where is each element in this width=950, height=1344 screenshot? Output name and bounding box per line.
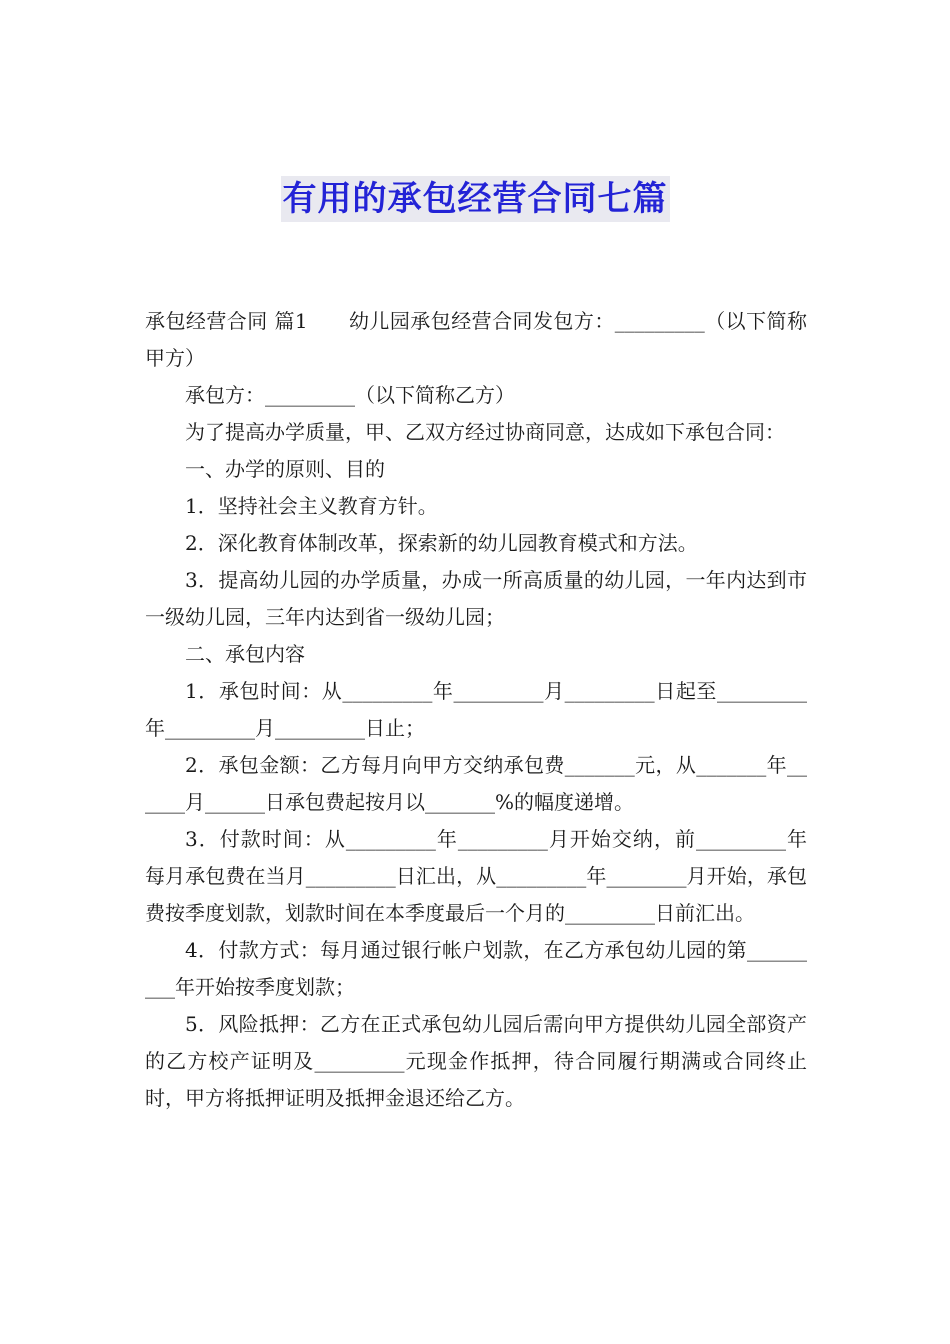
list-item-content-5: 5．风险抵押：乙方在正式承包幼儿园后需向甲方提供幼儿园全部资产的乙方校产证明及_________元现金作抵押，待合同履行期满或合同终止时，甲方将抵押证明及抵押金退还给乙方。 [145, 1012, 807, 1110]
list-item-principle-3: 3．提高幼儿园的办学质量，办成一所高质量的幼儿园，一年内达到市一级幼儿园，三年内达到省一级幼儿园； [145, 568, 807, 629]
list-item-principle-1: 1．坚持社会主义教育方针。 [185, 494, 438, 518]
list-item-content-2: 2．承包金额：乙方每月向甲方交纳承包费_______元，从_______年______月______日承包费起按月以_______%的幅度递增。 [145, 753, 807, 814]
list-item-content-1: 1．承包时间：从_________年_________月_________日起至_________年_________月_________日止； [145, 679, 807, 740]
list-item-content-4: 4．付款方式：每月通过银行帐户划款，在乙方承包幼儿园的第_________年开始按季度划款； [145, 938, 807, 999]
document-title: 有用的承包经营合同七篇 [281, 176, 670, 222]
paragraph-contractor: 承包方：_________（以下简称乙方） [185, 383, 515, 407]
section-heading-principles: 一、办学的原则、目的 [185, 457, 385, 481]
list-item-principle-2: 2．深化教育体制改革，探索新的幼儿园教育模式和方法。 [185, 531, 698, 555]
paragraph-purpose: 为了提高办学质量，甲、乙双方经过协商同意，达成如下承包合同： [185, 420, 785, 444]
document-body [145, 303, 807, 1117]
list-item-content-3: 3．付款时间：从_________年_________月开始交纳，前_________年每月承包费在当月_________日汇出，从_________年________月开始，承包费按季度划款，划款时间在本季度最后一个月的_________日前汇出。 [145, 827, 807, 925]
title-block [0, 176, 950, 222]
paragraph-intro: 承包经营合同 篇1 幼儿园承包经营合同发包方：_________（以下简称甲方） [145, 309, 807, 370]
section-heading-content: 二、承包内容 [185, 642, 305, 666]
